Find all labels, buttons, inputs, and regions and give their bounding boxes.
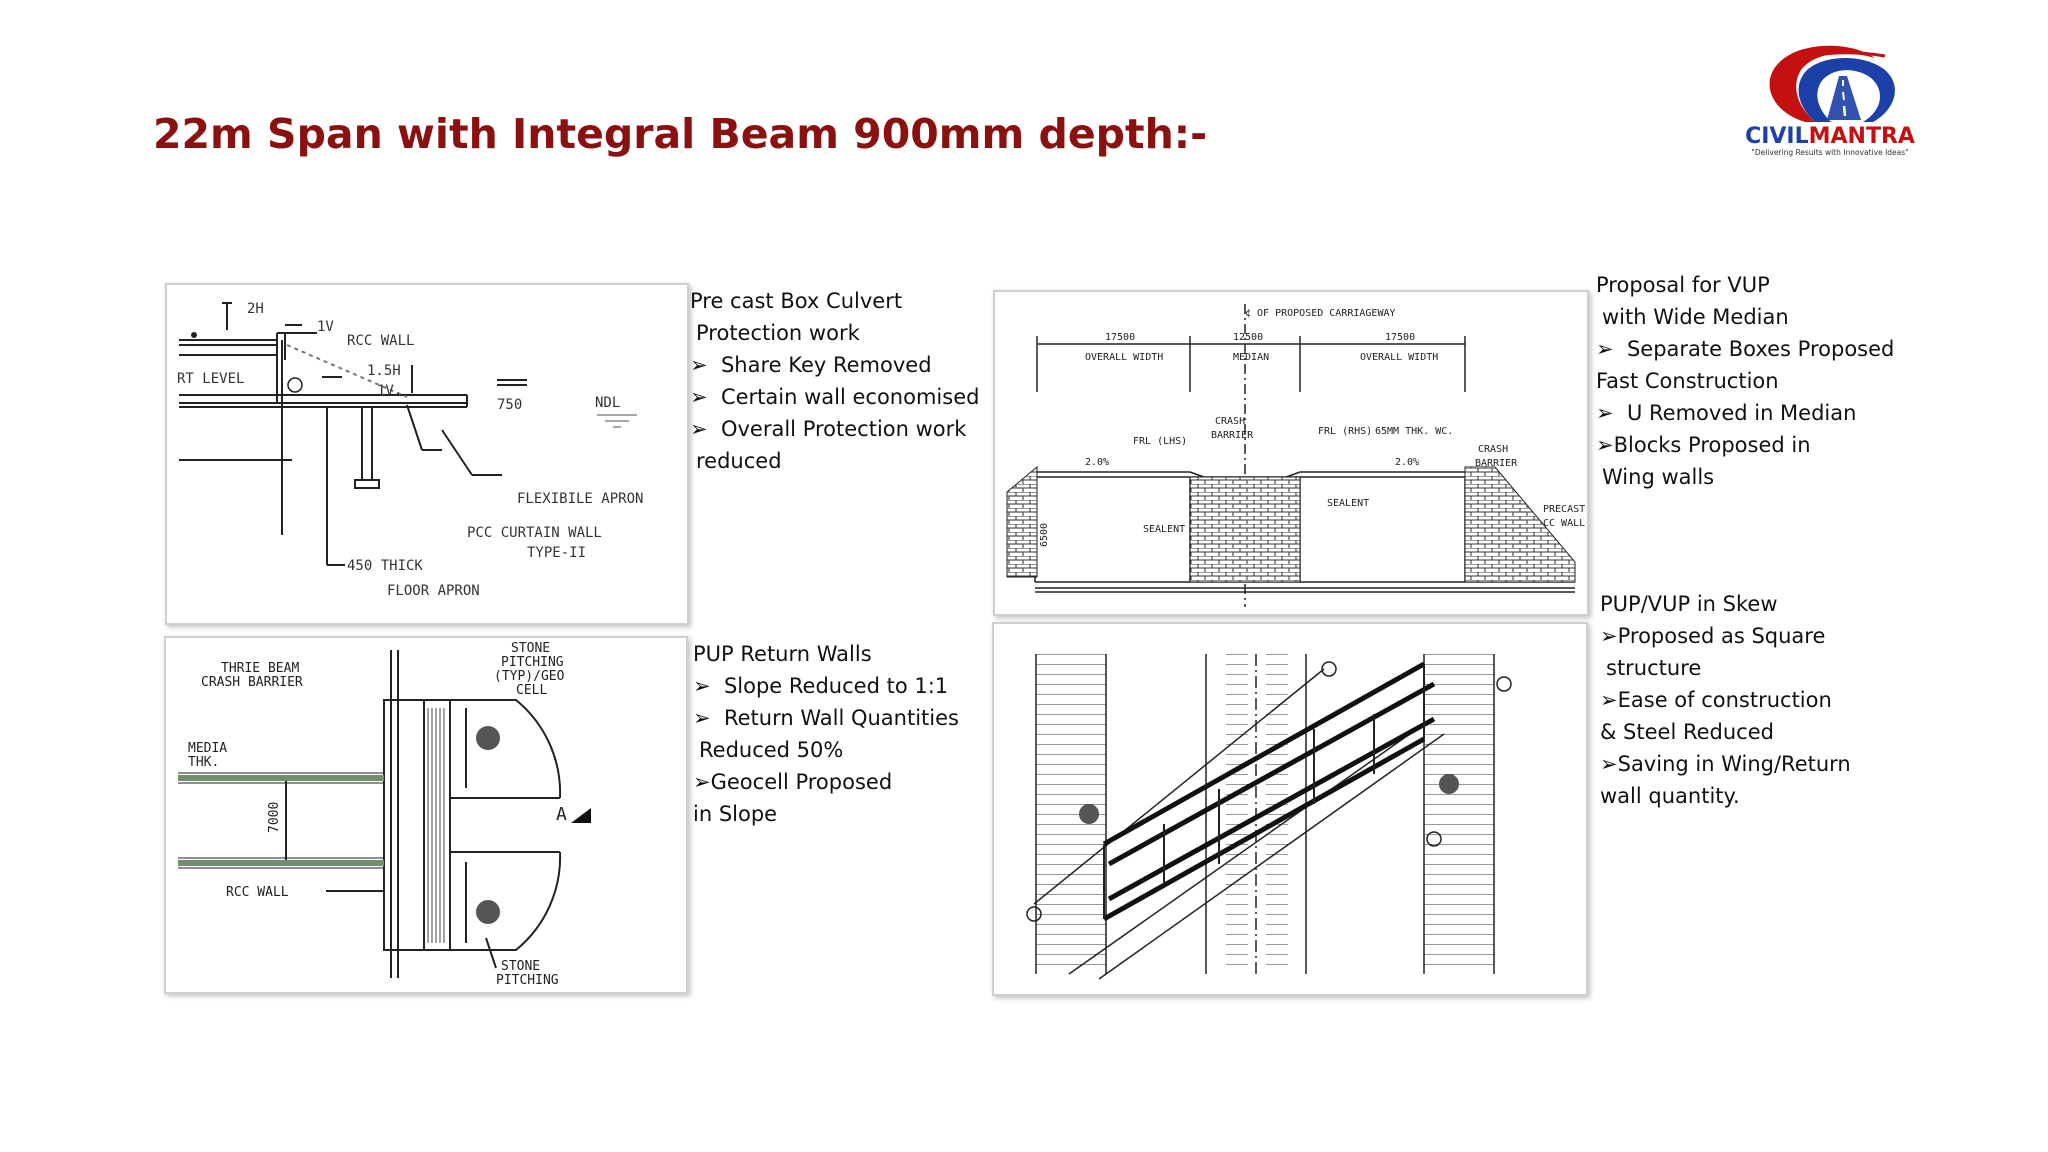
return-note-item: ➢ Slope Reduced to 1:1 xyxy=(693,674,949,698)
vup-note-item: ➢ U Removed in Median xyxy=(1596,401,1857,425)
culvert-label-ndl: NDL xyxy=(595,395,621,411)
vup-label-sealent-2: SEALENT xyxy=(1327,498,1370,509)
culvert-label-rt-level: RT LEVEL xyxy=(177,371,245,387)
vup-label-slope-lhs: 2.0% xyxy=(1085,457,1110,468)
vup-label-carriageway-cl: ¢ OF PROPOSED CARRIAGEWAY xyxy=(1245,308,1396,319)
vup-notes-heading-1: Proposal for VUP xyxy=(1596,273,1770,297)
vup-label-17500-rhs: 17500 xyxy=(1385,332,1416,343)
skew-note-cont: structure xyxy=(1606,656,1702,680)
return-label-thk: THK. xyxy=(188,755,220,770)
return-wall-notes xyxy=(693,638,959,830)
culvert-label-rcc-wall: RCC WALL xyxy=(347,333,415,349)
vup-label-overall-width-lhs: OVERALL WIDTH xyxy=(1085,352,1164,363)
vup-label-frl-lhs: FRL (LHS) xyxy=(1133,436,1188,447)
civil-mantra-logo xyxy=(1735,40,1925,160)
return-note-cont: in Slope xyxy=(693,802,778,826)
skew-plan-drawing xyxy=(992,622,1588,996)
vup-note-cont: Fast Construction xyxy=(1596,369,1779,393)
vup-label-6500: 6500 xyxy=(1039,522,1050,547)
bullet-arrow-icon: ➢ xyxy=(693,674,711,698)
culvert-protection-drawing xyxy=(165,283,689,625)
bullet-arrow-icon: ➢ xyxy=(690,385,708,409)
vup-label-17500-lhs: 17500 xyxy=(1105,332,1136,343)
culvert-label-750: 750 xyxy=(497,397,523,413)
logo-wordmark xyxy=(1735,124,1925,149)
skew-note-item: ➢Proposed as Square xyxy=(1600,624,1826,648)
culvert-label-450-thick: 450 THICK xyxy=(347,558,423,574)
bullet-arrow-icon: ➢ xyxy=(690,353,708,377)
bullet-arrow-icon: ➢ xyxy=(1600,752,1618,776)
vup-note-item: ➢ Separate Boxes Proposed xyxy=(1596,337,1895,361)
vup-note-item: ➢Blocks Proposed in xyxy=(1596,433,1811,457)
bullet-arrow-icon: ➢ xyxy=(1600,688,1618,712)
vup-label-precast: PRECAST xyxy=(1543,504,1586,515)
return-label-pitching-b: PITCHING xyxy=(496,973,559,988)
culvert-note-item: ➢ Share Key Removed xyxy=(690,353,932,377)
vup-label-frl-rhs: FRL (RHS) xyxy=(1318,426,1373,437)
vup-note-cont: Wing walls xyxy=(1602,465,1715,489)
vup-label-sealent-1: SEALENT xyxy=(1143,524,1186,535)
return-label-stone: STONE xyxy=(511,641,551,656)
skew-note-cont: & Steel Reduced xyxy=(1600,720,1774,744)
skew-note-item: ➢Ease of construction xyxy=(1600,688,1832,712)
logo-road-icon xyxy=(1735,40,1925,130)
return-label-cell: CELL xyxy=(516,683,548,698)
return-label-stone-b: STONE xyxy=(501,959,541,974)
vup-notes-heading-2: with Wide Median xyxy=(1602,305,1789,329)
bullet-arrow-icon: ➢ xyxy=(1600,624,1618,648)
return-label-typ-geo: (TYP)/GEO xyxy=(494,669,565,684)
vup-cross-section-drawing xyxy=(993,290,1589,616)
bullet-arrow-icon: ➢ xyxy=(693,706,711,730)
culvert-label-flexible-apron: FLEXIBILE APRON xyxy=(517,491,644,507)
culvert-notes-heading-1: Pre cast Box Culvert xyxy=(690,289,903,313)
return-note-cont: Reduced 50% xyxy=(699,738,844,762)
culvert-label-1-5h: 1.5H xyxy=(367,363,401,379)
culvert-notes-heading-2: Protection work xyxy=(696,321,860,345)
return-label-thrie-beam: THRIE BEAM xyxy=(221,661,300,676)
return-label-a: A xyxy=(556,804,567,825)
return-label-media: MEDIA xyxy=(188,741,228,756)
return-notes-heading: PUP Return Walls xyxy=(693,642,872,666)
return-label-7000: 7000 xyxy=(267,801,282,833)
vup-notes xyxy=(1596,269,1894,493)
bullet-arrow-icon: ➢ xyxy=(693,770,711,794)
culvert-label-1v-b: 1V. xyxy=(377,383,403,399)
bullet-arrow-icon: ➢ xyxy=(1596,337,1614,361)
bullet-arrow-icon: ➢ xyxy=(1596,401,1614,425)
skew-note-cont: wall quantity. xyxy=(1600,784,1740,808)
bullet-arrow-icon: ➢ xyxy=(690,417,708,441)
bullet-arrow-icon: ➢ xyxy=(1596,433,1614,457)
vup-label-median: MEDIAN xyxy=(1233,352,1270,363)
logo-tagline: "Delivering Results with Innovative Ideas" xyxy=(1751,148,1909,157)
skew-notes xyxy=(1600,588,1851,812)
culvert-label-type-ii: TYPE-II xyxy=(527,545,587,561)
vup-label-overall-width-rhs: OVERALL WIDTH xyxy=(1360,352,1439,363)
vup-label-slope-rhs: 2.0% xyxy=(1395,457,1420,468)
culvert-label-pcc-curtain-wall: PCC CURTAIN WALL xyxy=(467,525,602,541)
culvert-label-2h: 2H xyxy=(247,301,264,317)
culvert-note-item: ➢ Overall Protection work xyxy=(690,417,967,441)
slide-title: 22m Span with Integral Beam 900mm depth:- xyxy=(153,110,1208,158)
culvert-notes xyxy=(690,285,979,477)
return-wall-drawing xyxy=(164,636,688,994)
return-label-rcc-wall: RCC WALL xyxy=(226,885,289,900)
vup-label-cc-wall: CC WALL xyxy=(1543,518,1586,529)
skew-note-item: ➢Saving in Wing/Return xyxy=(1600,752,1851,776)
vup-label-barrier-1: BARRIER xyxy=(1211,430,1254,441)
culvert-note-item: ➢ Certain wall economised xyxy=(690,385,980,409)
vup-label-crash-1: CRASH xyxy=(1215,416,1246,427)
culvert-label-1v: 1V xyxy=(317,319,334,335)
culvert-label-floor-apron: FLOOR APRON xyxy=(387,583,480,599)
logo-word-mantra: MANTRA xyxy=(1808,124,1915,149)
culvert-notes-tail: reduced xyxy=(696,449,782,473)
skew-notes-heading: PUP/VUP in Skew xyxy=(1600,592,1778,616)
vup-label-crash-2: CRASH xyxy=(1478,444,1509,455)
vup-label-wc: 65MM THK. WC. xyxy=(1375,426,1454,437)
vup-label-barrier-2: BARRIER xyxy=(1475,458,1518,469)
logo-word-civil: CIVIL xyxy=(1745,124,1809,149)
return-note-item: ➢ Return Wall Quantities xyxy=(693,706,959,730)
return-label-pitching: PITCHING xyxy=(501,655,564,670)
vup-label-12500: 12500 xyxy=(1233,332,1264,343)
return-label-crash-barrier: CRASH BARRIER xyxy=(201,675,303,690)
return-note-item: ➢Geocell Proposed xyxy=(693,770,893,794)
